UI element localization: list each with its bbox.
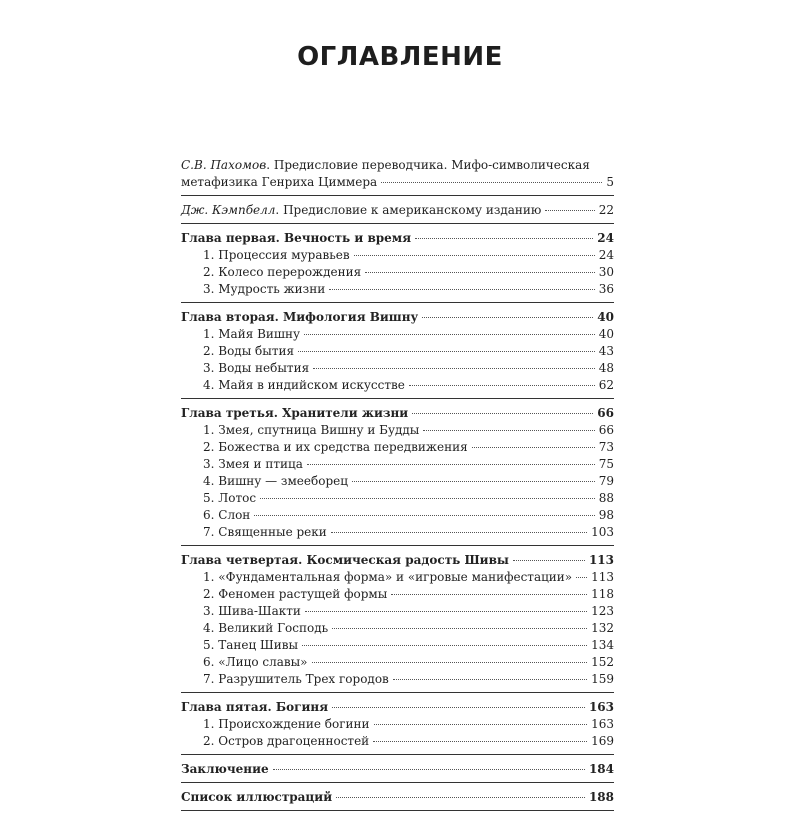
toc-entry-section[interactable] — [181, 586, 614, 603]
chapter-block — [181, 697, 614, 755]
toc-entry-conclusion[interactable] — [181, 761, 614, 778]
entry-title: Заключение — [181, 762, 269, 776]
entry-title: 6. Слон — [203, 508, 251, 522]
leader-dots — [313, 368, 595, 369]
entry-title: 4. Великий Господь — [203, 621, 329, 635]
entry-title: 1. Процессия муравьев — [203, 248, 350, 262]
page-number: 132 — [591, 621, 614, 635]
entry-title: 6. «Лицо славы» — [203, 655, 308, 669]
toc-entry-chapter[interactable] — [181, 699, 614, 716]
entry-title: 1. Майя Вишну — [203, 327, 301, 341]
entry-title: 2. Божества и их средства передвижения — [203, 440, 468, 454]
page-number: 36 — [598, 282, 614, 296]
page-number: 79 — [598, 474, 614, 488]
page-number: 134 — [591, 638, 614, 652]
toc-entry-section[interactable] — [181, 473, 614, 490]
leader-dots — [332, 707, 585, 708]
table-of-contents — [181, 155, 614, 815]
page-number: 163 — [588, 700, 614, 714]
leader-dots — [422, 317, 593, 318]
leader-dots — [415, 238, 593, 239]
toc-entry-section[interactable] — [181, 456, 614, 473]
leader-dots — [307, 464, 595, 465]
leader-dots — [373, 741, 587, 742]
leader-dots — [298, 351, 595, 352]
page-number: 103 — [591, 525, 614, 539]
page-number: 163 — [591, 717, 614, 731]
leader-dots — [576, 577, 587, 578]
preface-block — [181, 155, 614, 196]
entry-title: 3. Змея и птица — [203, 457, 303, 471]
toc-entry-section[interactable] — [181, 281, 614, 298]
leader-dots — [391, 594, 587, 595]
leader-dots — [354, 255, 595, 256]
entry-title: Глава пятая. Богиня — [181, 700, 329, 714]
entry-title: 5. Танец Шивы — [203, 638, 299, 652]
leader-dots — [381, 182, 602, 183]
page-number: 66 — [597, 406, 614, 420]
chapter-block — [181, 307, 614, 399]
page-number: 43 — [598, 344, 614, 358]
entry-title: 2. Остров драгоценностей — [203, 734, 370, 748]
preface-title-line2: метафизика Генриха Циммера — [181, 175, 378, 189]
toc-entry-section[interactable] — [181, 247, 614, 264]
leader-dots — [254, 515, 594, 516]
toc-entry-preface-line2[interactable] — [181, 174, 614, 191]
chapters-container — [181, 228, 614, 755]
illustrations-block — [181, 787, 614, 811]
entry-title: 2. Воды бытия — [203, 344, 295, 358]
page-number: 24 — [598, 248, 614, 262]
leader-dots — [365, 272, 595, 273]
toc-entry-section[interactable] — [181, 326, 614, 343]
leader-dots — [336, 797, 585, 798]
toc-entry-section[interactable] — [181, 343, 614, 360]
toc-entry-section[interactable] — [181, 422, 614, 439]
page-number: 169 — [591, 734, 614, 748]
page-number: 24 — [597, 231, 614, 245]
page-number: 5 — [606, 175, 614, 189]
page-number: 188 — [588, 790, 614, 804]
page-number: 98 — [598, 508, 614, 522]
page-number: 152 — [591, 655, 614, 669]
entry-title: 2. Феномен растущей формы — [203, 587, 388, 601]
leader-dots — [260, 498, 595, 499]
toc-entry-section[interactable] — [181, 620, 614, 637]
entry-title: 4. Вишну — змееборец — [203, 474, 348, 488]
page-number: 66 — [598, 423, 614, 437]
page-number: 40 — [598, 327, 614, 341]
leader-dots — [312, 662, 588, 663]
entry-title: 1. «Фундаментальная форма» и «игровые манифестации» — [203, 570, 573, 584]
toc-entry-section[interactable] — [181, 507, 614, 524]
leader-dots — [545, 210, 594, 211]
chapter-block — [181, 550, 614, 693]
toc-entry-section[interactable] — [181, 524, 614, 541]
leader-dots — [273, 769, 585, 770]
entry-title: 3. Мудрость жизни — [203, 282, 326, 296]
entry-title: 1. Змея, спутница Вишну и Будды — [203, 423, 420, 437]
toc-entry-section[interactable] — [181, 377, 614, 394]
entry-title: 2. Колесо перерождения — [203, 265, 362, 279]
conclusion-block — [181, 759, 614, 783]
entry-title: Глава четвертая. Космическая радость Шивы — [181, 553, 509, 567]
entry-title: 5. Лотос — [203, 491, 257, 505]
leader-dots — [329, 289, 595, 290]
leader-dots — [472, 447, 595, 448]
entry-title: 3. Воды небытия — [203, 361, 310, 375]
toc-entry-preface-line1[interactable]: С.В. Пахомов. Предисловие переводчика. Мифо-символическая — [181, 158, 590, 172]
intro-block — [181, 200, 614, 224]
page-number: 22 — [598, 203, 614, 217]
entry-title: 1. Происхождение богини — [203, 717, 370, 731]
leader-dots — [304, 334, 595, 335]
toc-entry-section[interactable] — [181, 490, 614, 507]
chapter-block — [181, 403, 614, 546]
page-number: 184 — [588, 762, 614, 776]
page-number: 113 — [591, 570, 614, 584]
leader-dots — [331, 532, 587, 533]
page-number: 113 — [588, 553, 614, 567]
toc-entry-chapter[interactable] — [181, 309, 614, 326]
toc-entry-section[interactable] — [181, 671, 614, 688]
page-number: 123 — [591, 604, 614, 618]
leader-dots — [352, 481, 595, 482]
intro-author: Дж. Кэмпбелл — [181, 203, 276, 217]
leader-dots — [332, 628, 587, 629]
preface-title-line1: Предисловие переводчика. Мифо-символическая — [273, 158, 590, 172]
leader-dots — [409, 385, 595, 386]
toc-entry-intro[interactable]: Дж. Кэмпбелл. Предисловие к американскому изданию 22 — [181, 203, 614, 217]
entry-title: Список иллюстраций — [181, 790, 333, 804]
entry-title: 7. Разрушитель Трех городов — [203, 672, 389, 686]
page-number: 88 — [598, 491, 614, 505]
page-title: ОГЛАВЛЕНИЕ — [297, 42, 503, 72]
page-number: 75 — [598, 457, 614, 471]
entry-title: 4. Майя в индийском искусстве — [203, 378, 405, 392]
leader-dots — [412, 413, 593, 414]
entry-title: Глава первая. Вечность и время — [181, 231, 412, 245]
entry-title: Глава третья. Хранители жизни — [181, 406, 409, 420]
toc-entry-chapter[interactable] — [181, 230, 614, 247]
leader-dots — [513, 560, 585, 561]
page-number: 159 — [591, 672, 614, 686]
page-number: 62 — [598, 378, 614, 392]
page-number: 118 — [591, 587, 614, 601]
page-number: 40 — [597, 310, 614, 324]
page-number: 73 — [598, 440, 614, 454]
leader-dots — [393, 679, 587, 680]
toc-entry-section[interactable] — [181, 569, 614, 586]
toc-entry-section[interactable] — [181, 264, 614, 281]
page-number: 48 — [598, 361, 614, 375]
preface-author: С.В. Пахомов — [181, 158, 267, 172]
toc-entry-illustrations[interactable] — [181, 789, 614, 806]
toc-entry-section[interactable] — [181, 716, 614, 733]
toc-entry-chapter[interactable] — [181, 552, 614, 569]
leader-dots — [423, 430, 594, 431]
leader-dots — [374, 724, 588, 725]
toc-entry-section[interactable] — [181, 439, 614, 456]
toc-entry-section[interactable] — [181, 360, 614, 377]
toc-entry-section[interactable] — [181, 637, 614, 654]
chapter-block — [181, 228, 614, 303]
entry-title: 3. Шива-Шакти — [203, 604, 301, 618]
entry-title: 7. Священные реки — [203, 525, 327, 539]
leader-dots — [302, 645, 587, 646]
toc-entry-section[interactable] — [181, 654, 614, 671]
toc-entry-chapter[interactable] — [181, 405, 614, 422]
toc-entry-section[interactable] — [181, 603, 614, 620]
intro-title: Предисловие к американскому изданию — [283, 203, 542, 217]
entry-title: Глава вторая. Мифология Вишну — [181, 310, 419, 324]
leader-dots — [305, 611, 587, 612]
page-number: 30 — [598, 265, 614, 279]
toc-entry-section[interactable] — [181, 733, 614, 750]
